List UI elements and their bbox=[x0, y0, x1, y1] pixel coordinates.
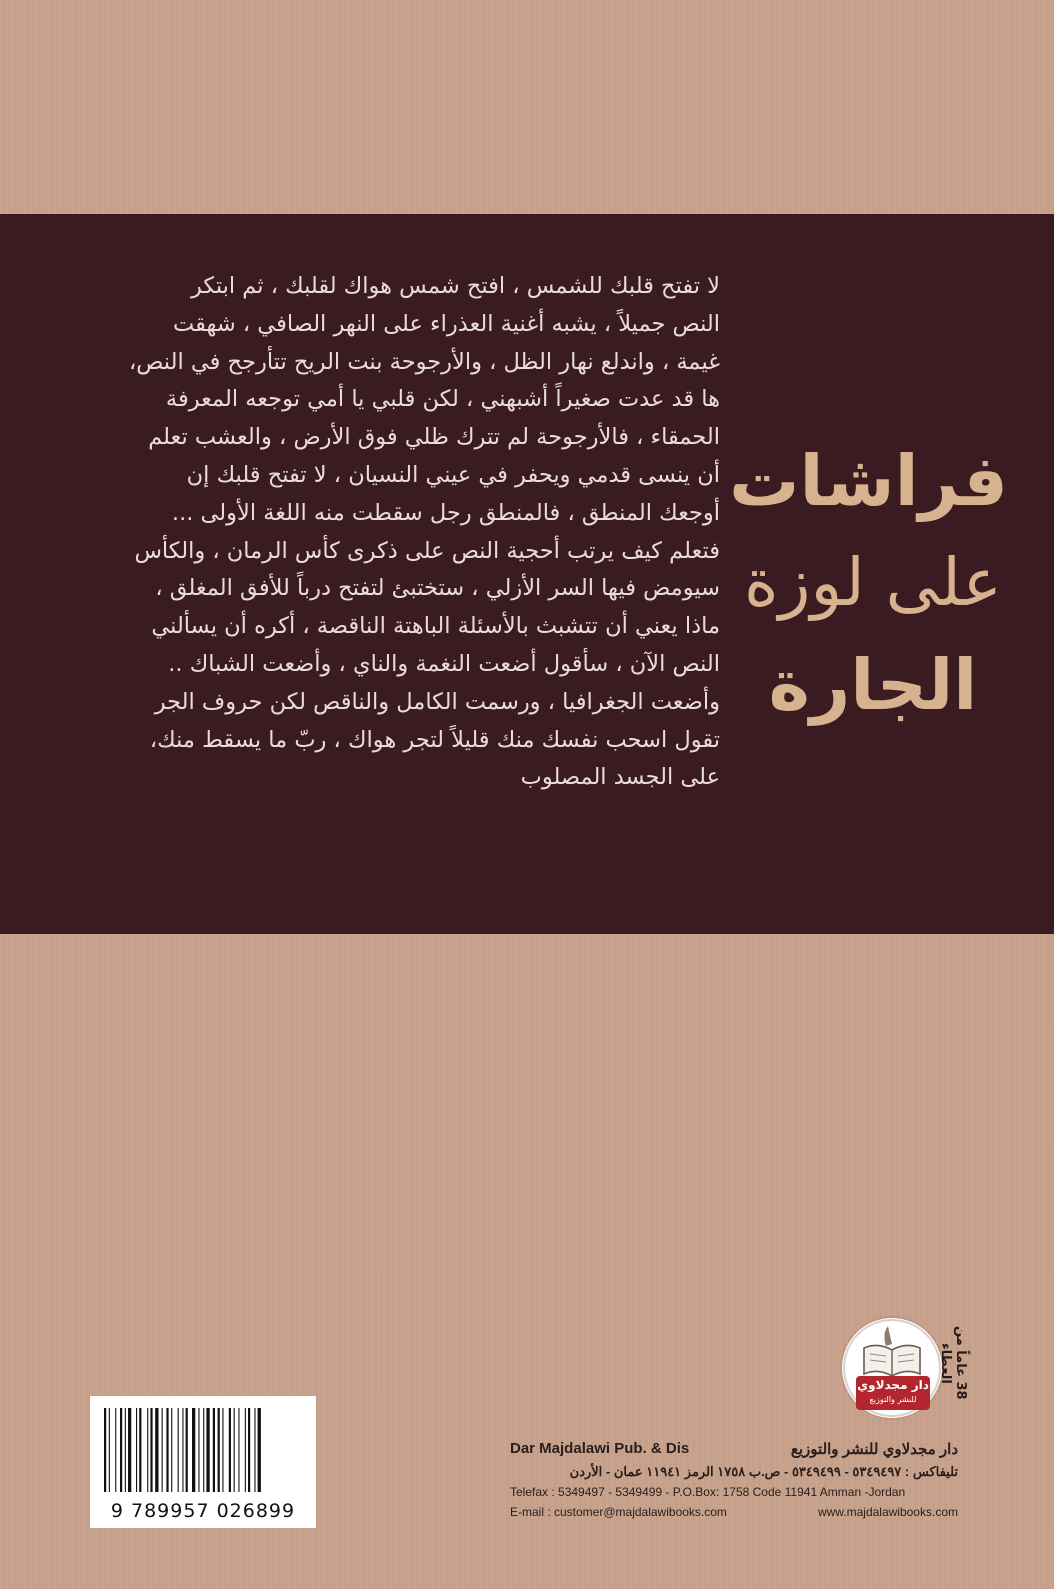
logo-badge bbox=[856, 1376, 930, 1410]
publisher-email: E-mail : customer@majdalawibooks.com bbox=[510, 1505, 727, 1519]
blurb-line: سيومض فيها السر الأزلي ، ستختبئ لتفتح درباً للأفق المغلق ، bbox=[155, 575, 720, 602]
publisher-name-en: Dar Majdalawi Pub. & Dis bbox=[510, 1440, 690, 1457]
publisher-website: www.majdalawibooks.com bbox=[817, 1505, 958, 1519]
barcode-icon bbox=[104, 1408, 302, 1492]
blurb-line: غيمة ، واندلع نهار الظل ، والأرجوحة بنت الريح تتأرجح في النص، bbox=[128, 348, 720, 375]
blurb-line: فتعلم كيف يرتب أحجية النص على ذكرى كأس الرمان ، والكأس bbox=[134, 537, 720, 564]
logo-badge-sub: للنشر والتوزيع bbox=[869, 1395, 917, 1404]
blurb-line: الحمقاء ، فالأرجوحة لم تترك ظلي فوق الأرض ، والعشب تعلم bbox=[148, 424, 720, 451]
blurb-line: لا تفتح قلبك للشمس ، افتح شمس هواك لقلبك ، ثم ابتكر bbox=[191, 273, 720, 299]
blurb-line: ها قد عدت صغيراً أشبهني ، لكن قلبي يا أمي توجعه المعرفة bbox=[165, 386, 720, 413]
blurb-line: ماذا يعني أن تتشبث بالأسئلة الباهتة الناقصة ، أكره أن يسألني bbox=[151, 613, 720, 640]
blurb-line: وأضعت الجغرافيا ، ورسمت الكامل والناقص لكن حروف الجر bbox=[154, 688, 720, 715]
barcode-digits: 9 789957 026899 bbox=[110, 1500, 296, 1522]
title-line-3: الجارة bbox=[768, 644, 978, 726]
publisher-logo bbox=[842, 1318, 942, 1418]
publisher-address-ar: تليفاكس : ٥٣٤٩٤٩٧ - ٥٣٤٩٤٩٩ - ص.ب ١٧٥٨ الرمز ١١٩٤١ عمان - الأردن bbox=[569, 1464, 958, 1479]
publisher-address-en: Telefax : 5349497 - 5349499 - P.O.Box: 1758 Code 11941 Amman -Jordan bbox=[510, 1485, 906, 1499]
book-title bbox=[729, 430, 1008, 736]
blurb-line: النص الآن ، سأقول أضعت النغمة والناي ، وأضعت الشباك .. bbox=[168, 650, 720, 677]
blurb-text bbox=[70, 268, 720, 797]
blurb-line: أوجعك المنطق ، فالمنطق رجل سقطت منه اللغة الأولى ... bbox=[171, 499, 720, 526]
blurb-line: أن ينسى قدمي ويحفر في عيني النسيان ، لا تفتح قلبك إن bbox=[186, 461, 720, 488]
isbn-barcode bbox=[90, 1396, 316, 1528]
logo-badge-name: دار مجدلاوي bbox=[857, 1378, 929, 1392]
title-line-1: فراشات bbox=[729, 440, 1008, 522]
title-line-2: على لوزة bbox=[744, 544, 1002, 621]
publisher-info bbox=[510, 1440, 958, 1522]
blurb-line: النص جميلاً ، يشبه أغنية العذراء على النهر الصافي ، شهقت bbox=[173, 310, 720, 337]
publisher-name-ar: دار مجدلاوي للنشر والتوزيع bbox=[790, 1441, 958, 1458]
logo-anniversary-text: 38 عاماً من العطاء bbox=[938, 1326, 968, 1400]
blurb-line: تقول اسحب نفسك منك قليلاً لتجر هواك ، ربّ ما يسقط منك، bbox=[149, 726, 720, 753]
blurb-line: على الجسد المصلوب bbox=[520, 764, 720, 791]
